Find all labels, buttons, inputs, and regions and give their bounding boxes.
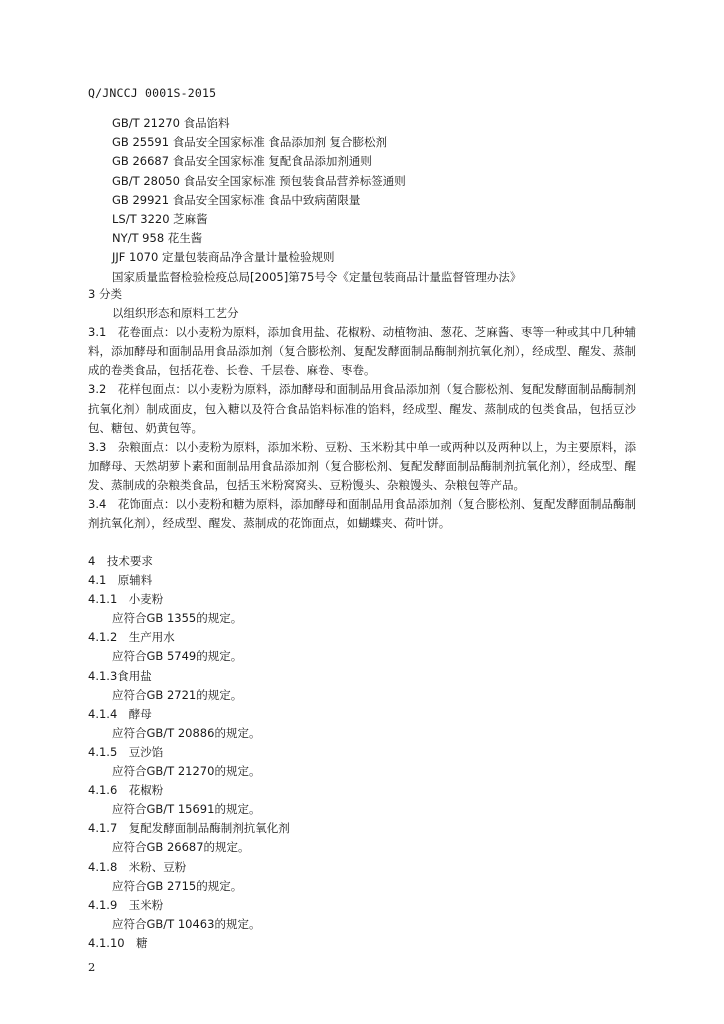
- clause-paragraph: 3.3 杂粮面点：以小麦粉为原料，添加米粉、豆粉、玉米粉其中单一或两种以及两种以上，为主要原料，添加酵母、天然胡萝卜素和面制品用食品添加剂（复合膨松剂、复配发酵面制品酶制剂抗氧化剂），经成型、醒发、蒸制成的杂粮类食品，包括玉米粉窝窝头、豆粉馒头、杂粮馒头、杂粮包等产品。: [88, 439, 636, 492]
- normative-references: [112, 114, 521, 287]
- clause-paragraph: 3.1 花卷面点：以小麦粉为原料，添加食用盐、花椒粉、动植物油、葱花、芝麻酱、枣等一种或其中几种辅料，添加酵母和面制品用食品添加剂（复合膨松剂、复配发酵面制品酶制剂抗氧化剂），经成型、醒发、蒸制成的卷类食品，包括花卷、长卷、千层卷、麻卷、枣卷。: [88, 325, 636, 378]
- clause-paragraph: 3.2 花样包面点：以小麦粉为原料，添加酵母和面制品用食品添加剂（复合膨松剂、复配发酵面制品酶制剂抗氧化剂）制成面皮，包入糖以及符合食品馅料标准的馅料，经成型、醒发、蒸制成的包类食品，包括豆沙包、糖包、奶黄包等。: [88, 382, 636, 435]
- reference-line: GB 25591 食品安全国家标准 食品添加剂 复合膨松剂: [112, 135, 388, 150]
- subsection-heading: 4.1 原辅料: [88, 573, 153, 588]
- clause-text: 应符合GB/T 21270的规定。: [112, 764, 261, 779]
- reference-line: GB 26687 食品安全国家标准 复配食品添加剂通则: [112, 154, 372, 169]
- clause-text: 应符合GB/T 10463的规定。: [112, 916, 261, 931]
- clause-text: 应符合GB 2715的规定。: [112, 878, 243, 893]
- clause-title: 4.1.6 花椒粉: [88, 783, 164, 798]
- clause-title: 4.1.5 豆沙馅: [88, 744, 164, 759]
- clause-title: 4.1.2 生产用水: [88, 630, 175, 645]
- clause-text: 应符合GB 1355的规定。: [112, 611, 243, 626]
- clause-text: 应符合GB 5749的规定。: [112, 649, 243, 664]
- reference-line: GB 29921 食品安全国家标准 食品中致病菌限量: [112, 192, 361, 207]
- reference-line: NY/T 958 花生酱: [112, 231, 203, 246]
- clause-text: 应符合GB/T 20886的规定。: [112, 725, 261, 740]
- clause-title: 4.1.8 米粉、豆粉: [88, 859, 187, 874]
- reference-line: JJF 1070 定量包装商品净含量计量检验规则: [112, 250, 335, 265]
- reference-line: 国家质量监督检验检疫总局[2005]第75号令《定量包装商品计量监督管理办法》: [112, 269, 522, 284]
- section-4-technical-requirements: [88, 552, 636, 953]
- reference-line: GB/T 21270 食品馅料: [112, 116, 230, 130]
- reference-line: GB/T 28050 食品安全国家标准 预包装食品营养标签通则: [112, 173, 406, 188]
- clause-title: 4.1.4 酵母: [88, 706, 152, 721]
- clause-text: 应符合GB/T 15691的规定。: [112, 802, 261, 817]
- clause-title: 4.1.7 复配发酵面制品酶制剂抗氧化剂: [88, 821, 290, 836]
- clause-title: 4.1.1 小麦粉: [88, 592, 164, 607]
- document-code: Q/JNCCJ 0001S-2015: [88, 86, 217, 100]
- clause-title: 4.1.10 糖: [88, 935, 148, 950]
- section-heading: 3 分类: [88, 287, 122, 301]
- page-number: 2: [88, 960, 96, 974]
- section-heading: 4 技术要求: [88, 554, 153, 568]
- section-3-classification: [88, 285, 636, 533]
- clause-paragraph: 3.4 花饰面点：以小麦粉和糖为原料，添加酵母和面制品用食品添加剂（复合膨松剂、复配发酵面制品酶制剂抗氧化剂），经成型、醒发、蒸制成的花饰面点，如蝴蝶夹、荷叶饼。: [88, 497, 636, 531]
- clause-title: 4.1.9 玉米粉: [88, 897, 164, 912]
- section-intro: 以组织形态和原料工艺分: [112, 306, 239, 321]
- clause-text: 应符合GB 2721的规定。: [112, 687, 243, 702]
- clause-text: 应符合GB 26687的规定。: [112, 840, 250, 855]
- reference-line: LS/T 3220 芝麻酱: [112, 211, 208, 226]
- clause-title: 4.1.3食用盐: [88, 668, 152, 683]
